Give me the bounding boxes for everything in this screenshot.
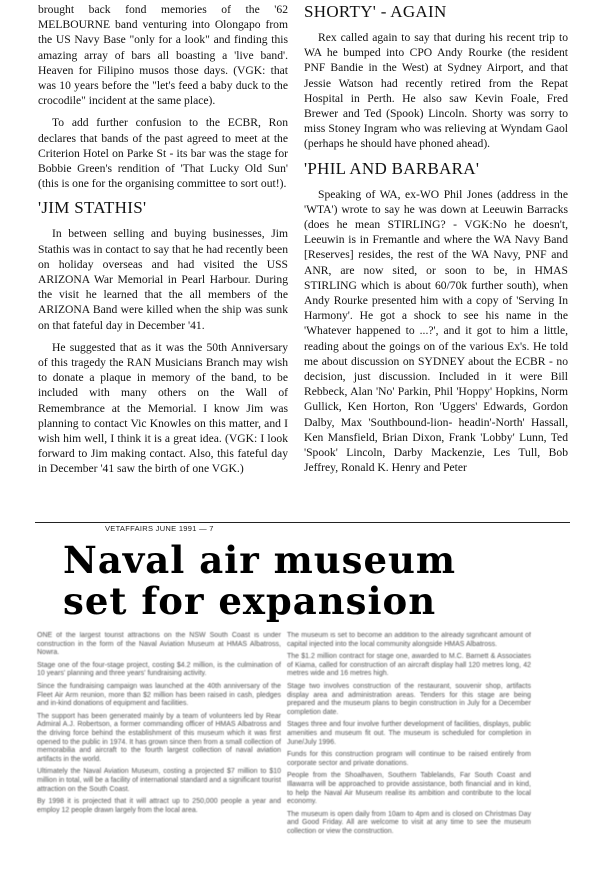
heading-shorty-again: SHORTY' - AGAIN [304,2,447,21]
heading-jim-stathis: 'JIM STATHIS' [38,198,147,218]
clipping-paragraph: The $1.2 million contract for stage one, awarded to M.C. Barnett & Associates of Kiama, called for construction of an aircraft display hall 120 metres long, 42 metres wide and 16 metres high. [287,653,531,678]
clipping-paragraph: Since the fundraising campaign was launched at the 40th anniversary of the Fleet Air Arm reunion, more than $2 million has been raised in cash, pledges and in-kind donations of equipment and facilities. [37,682,281,708]
right-column [304,2,568,482]
clipping-paragraph: The museum is set to become an addition to the already significant amount of capital injected into the local community alongside HMAS Albatross. [287,632,531,648]
clipping-paragraph: Stages three and four involve further development of facilities, displays, public amenities and museum fit out. The museum is scheduled for completion in June/July 1996. [287,721,531,746]
paragraph-arizona-memorial: In between selling and buying businesses, Jim Stathis was in contact to say that he had recently been on holiday overseas and had visited the USS ARIZONA War Memorial in Pearl Harbour. During the visit he learned that the all members of the ARIZONA Band were killed when the ship was sunk on that fateful day in December '41. [38,227,288,332]
clipping-left-column [37,632,281,819]
clipping-paragraph: The support has been generated mainly by a team of volunteers led by Rear Admiral A.J. Robertson, a former commanding officer of HMAS Albatross and the driving force behind the establishment of this museum which it was first opened to the public in 1974. It has grown since then from a small collection of memorabilia and aircraft to the fourth largest collection of naval aviation artifacts in the world. [37,712,281,763]
clipping-paragraph: ONE of the largest tourist attractions on the NSW South Coast is under construction in the form of the Naval Aviation Museum at HMAS Albatross, Nowra. [37,632,281,657]
clipping-header-rule [35,522,570,539]
clipping-paragraph: Funds for this construction program will continue to be raised entirely from corporate sector and private donations. [287,751,531,767]
paragraph-phil-jones: Speaking of WA, ex-WO Phil Jones (address in the 'WTA') wrote to say he was down at Leeuwin Barracks (does he mean STIRLING? - VGK:No he doesn't, Leeuwin is in Fremantle and where the WA Navy Band [Reserves] resides, the rest of the WA Navy, PNF and ANR, are now sited, or soon to be, in HMAS STIRLING which is about 60/70k further south), when Andy Rourke presented him with a copy of 'Serving In Harmony'. He got a shock to see his name in the 'Whatever happened to ...?', and it got to him a little, reading about the goings on of the various Ex's. He told me about discussion on SYDNEY about the ECBR - no decision, just discussion. Included in it were Bill Rebbeck, Alan 'No' Parkin, Phil 'Hoppy' Hopkins, Norm Gullick, Ken Horton, Ron 'Uggers' Edwards, Gordon Dalby, Max 'Southbound-lion- headin'-North' Hassall, Ken Mansfield, Brian Dixon, Frank 'Lobby' Lunn, Ted 'Spook' Lincoln, Darby Mackenzie, Les Tull, Bob Jeffrey, Ronald K. Henry and Peter [304,187,568,475]
clipping-headline [63,540,583,622]
heading-phil-and-barbara: 'PHIL AND BARBARA' [304,158,480,178]
clipping-right-column [287,632,531,840]
clipping-headline-line-1: Naval air museum [63,538,457,582]
paragraph-plaque-suggestion: He suggested that as it was the 50th Anniversary of this tragedy the RAN Musicians Branch may wish to donate a plaque in memory of the band, to be included with many others on the Wall of Remembrance at the Memorial. I know Jim was planning to contact Vic Knowles on this matter, and I wish him well, I think it is a great idea. (VGK: I look forward to Jim making contact. Also, this fateful day in December '41 saw the birth of one VGK.) [38,340,288,476]
paragraph-olongapo: brought back fond memories of the '62 MELBOURNE band venturing into Olongapo from the US Navy Base "only for a look" and finding this amazing array of bars all boasting a 'live band'. Heaven for Filipino musos those days. (VGK: that was 10 years before the "let's feed a baby duck to the crocodile" incident at the same place). [38,3,288,108]
newspaper-clipping [35,522,570,870]
clipping-paragraph: The museum is open daily from 10am to 4pm and is closed on Christmas Day and Good Friday. All are welcome to visit at any time to see the museum collection or view the construction. [287,810,531,835]
clipping-headline-line-2: set for expansion [63,579,437,623]
clipping-paragraph: Ultimately the Naval Aviation Museum, costing a projected $7 million to $10 million in total, will be a facility of international standard and a significant tourist attraction on the South Coast. [37,768,281,793]
left-column [38,2,288,484]
clipping-paragraph: Stage one of the four-stage project, costing $4.2 million, is the culmination of 10 years' planning and three years' fundraising activity. [37,661,281,678]
paragraph-criterion-hotel: To add further confusion to the ECBR, Ron declares that bands of the past agreed to meet at the Criterion Hotel on Parke St - its bar was the stage for Bobbie Green's rendition of 'That Lucky Old Sun' (this is one for the organising committee to sort out!). [38,116,288,191]
clipping-header-text: VETAFFAIRS JUNE 1991 — 7 [105,524,214,533]
clipping-paragraph: People from the Shoalhaven, Southern Tablelands, Far South Coast and Illawarra will be approached to provide assistance, both financial and in kind, to help the Naval Air Museum realise its ambition and contribute to the local economy. [287,772,531,806]
clipping-paragraph: Stage two involves construction of the restaurant, souvenir shop, artifacts display area and administration areas. Tenders for this stage are being prepared and the museum plans to begin construction in July for a December completion date. [287,682,531,716]
paragraph-rex-called: Rex called again to say that during his recent trip to WA he bumped into CPO Andy Rourke (the resident PNF Bandie in the West) at Sydney Airport, and that Jessie Watson had recently retired from the Repat Hospital in Perth. He also saw Kevin Foale, Fred Brewer and Ted (Spook) Lincoln. Shorty was sorry to miss Stoney Ingram who was relieving at Wyndam Gaol (perhaps he should have phoned ahead). [304,31,568,151]
clipping-paragraph: By 1998 it is projected that it will attract up to 250,000 people a year and employ 12 people drawn largely from the local area. [37,798,281,814]
